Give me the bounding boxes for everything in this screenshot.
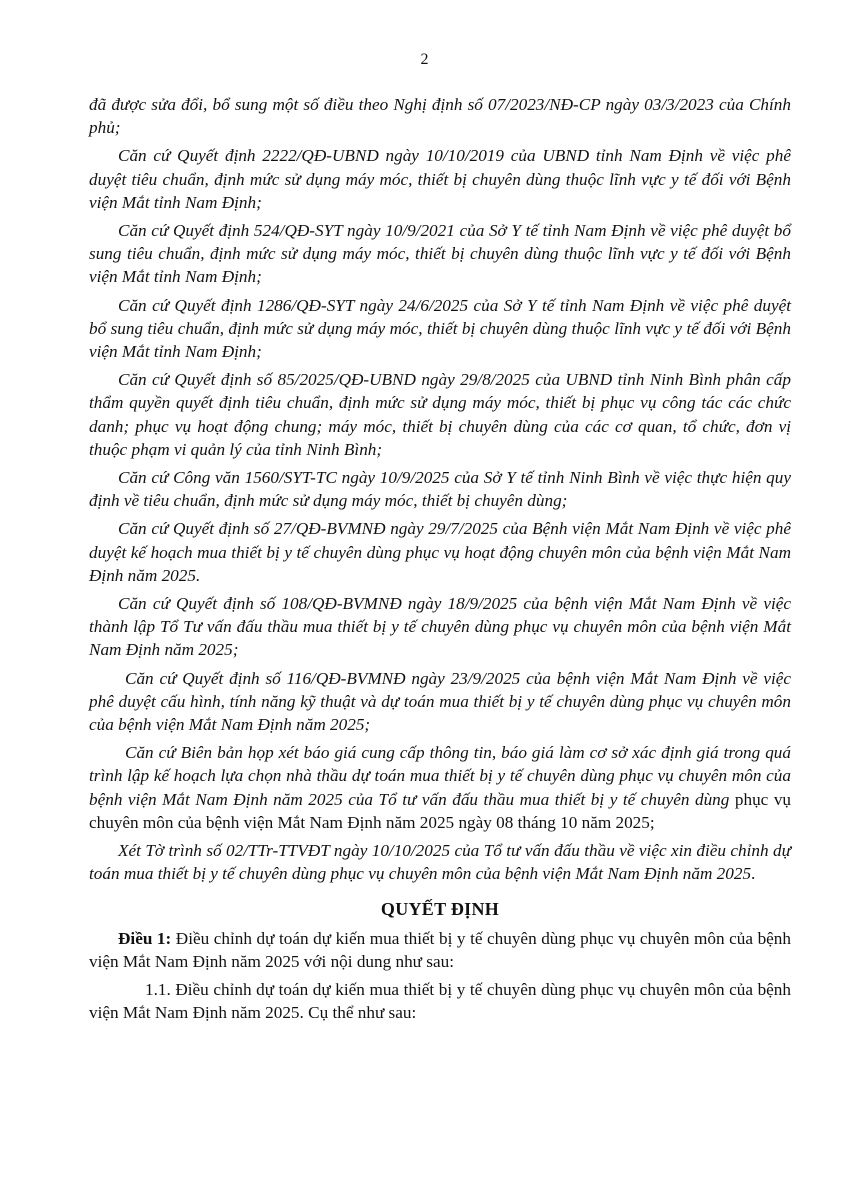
legal-basis-paragraph: Căn cứ Quyết định số 85/2025/QĐ-UBND ngày 29/8/2025 của UBND tỉnh Ninh Bình phân cấp thẩm quyền quyết định tiêu chuẩn, định mức sử dụng máy móc, thiết bị phục vụ công tác các chức danh; phục vụ hoạt động chung; máy móc, thiết bị chuyên dùng của các cơ quan, tổ chức, đơn vị thuộc phạm vi quản lý của tỉnh Ninh Bình; [89,370,791,459]
legal-basis-paragraph: Căn cứ Quyết định số 116/QĐ-BVMNĐ ngày 23/9/2025 của bệnh viện Mắt Nam Định về việc phê duyệt cấu hình, tính năng kỹ thuật và dự toán mua thiết bị y tế chuyên dùng phục vụ chuyên môn của bệnh viện Mắt Nam Định năm 2025; [89,668,791,735]
article-1 [89,927,791,973]
legal-basis-paragraph: Căn cứ Công văn 1560/SYT-TC ngày 10/9/2025 của Sở Y tế tỉnh Ninh Bình về việc thực hiện quy định về tiêu chuẩn, định mức sử dụng máy móc, thiết bị chuyên dùng; [89,468,791,511]
meeting-minutes-italic: Căn cứ Biên bản họp xét báo giá cung cấp thông tin, báo giá làm cơ sở xác định giá trong quá trình lập kế hoạch lựa chọn nhà thầu dự toán mua thiết bị y tế chuyên dùng phục vụ chuyên môn của bệnh viện Mắt Nam Định năm 2025 của Tổ tư vấn đấu thầu mua thiết bị y tế chuyên dùng [89,743,791,809]
submission-italic: Xét Tờ trình số 02/TTr-TTVĐT ngày 10/10/2025 của Tổ tư vấn đấu thầu về việc xin điều chỉnh dự toán mua thiết bị y tế chuyên dùng phục vụ chuyên môn của bệnh viện Mắt Nam Định năm 2025 [89,841,791,884]
legal-basis-paragraph: Căn cứ Quyết định 524/QĐ-SYT ngày 10/9/2021 của Sở Y tế tỉnh Nam Định về việc phê duyệt bổ sung tiêu chuẩn, định mức sử dụng máy móc, thiết bị chuyên dùng thuộc lĩnh vực y tế đối với Bệnh viện Mắt tỉnh Nam Định; [89,221,791,287]
legal-basis-paragraph: Căn cứ Quyết định số 27/QĐ-BVMNĐ ngày 29/7/2025 của Bệnh viện Mắt Nam Định về việc phê duyệt kế hoạch mua thiết bị y tế chuyên dùng phục vụ hoạt động chuyên môn của bệnh viện Mắt Nam Định năm 2025. [89,519,791,585]
meeting-minutes-normal: phục vụ chuyên môn của bệnh viện Mắt Nam Định năm 2025 ngày 08 tháng 10 năm 2025; [89,789,792,832]
article-1-text: Điều chỉnh dự toán dự kiến mua thiết bị y tế chuyên dùng phục vụ chuyên môn của bệnh viện Mắt Nam Định năm 2025 với nội dung như sau: [89,928,791,971]
article-1-label: Điều 1: [118,928,172,948]
decision-heading: QUYẾT ĐỊNH [380,898,500,919]
legal-basis-paragraph: đã được sửa đổi, bổ sung một số điều theo Nghị định số 07/2023/NĐ-CP ngày 03/3/2023 của Chính phủ; [89,95,791,138]
legal-basis-paragraph: Căn cứ Quyết định 2222/QĐ-UBND ngày 10/10/2019 của UBND tỉnh Nam Định về việc phê duyệt tiêu chuẩn, định mức sử dụng máy móc, thiết bị chuyên dùng thuộc lĩnh vực y tế đối với Bệnh viện Mắt tỉnh Nam Định; [89,146,791,212]
meeting-minutes-paragraph [89,741,791,834]
page-number: 2 [420,51,429,68]
legal-basis-paragraph: Căn cứ Quyết định 1286/QĐ-SYT ngày 24/6/2025 của Sở Y tế tỉnh Nam Định về việc phê duyệt bổ sung tiêu chuẩn, định mức sử dụng máy móc, thiết bị chuyên dùng thuộc lĩnh vực y tế đối với Bệnh viện Mắt tỉnh Nam Định; [89,295,791,362]
legal-basis-paragraph: Căn cứ Quyết định số 108/QĐ-BVMNĐ ngày 18/9/2025 của bệnh viện Mắt Nam Định về việc thành lập Tổ Tư vấn đấu thầu mua thiết bị y tế chuyên dùng phục vụ chuyên môn của bệnh viện Mắt Nam Định năm 2025; [89,594,791,660]
submission-paragraph [89,839,791,885]
submission-normal: . [751,864,756,884]
document-body [89,93,791,1029]
item-1-1: 1.1. Điều chỉnh dự toán dự kiến mua thiết bị y tế chuyên dùng phục vụ chuyên môn của bệnh viện Mắt Nam Định năm 2025. Cụ thể như sau: [89,979,791,1023]
